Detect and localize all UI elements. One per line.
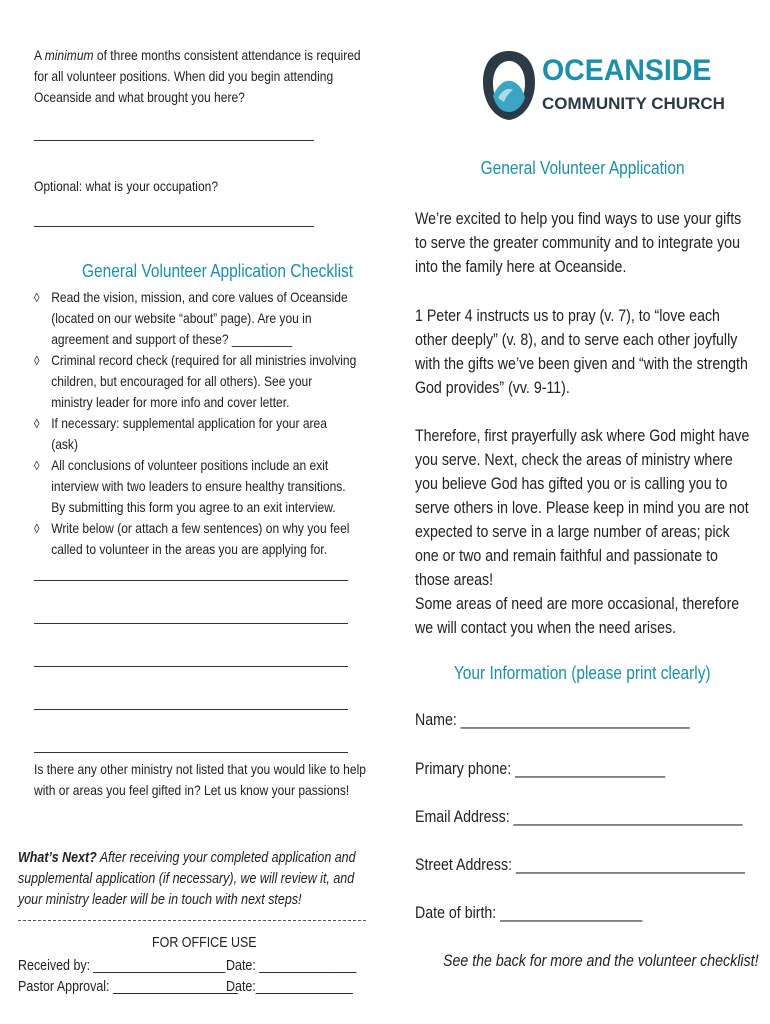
prayer-paragraph: Therefore, first prayerfully ask where God might have you serve. Next, check the areas of ministry where you believe God has gifted you or is calling you to serve others in love. Please keep in mind you are not expected to serve in a large number of areas; pick one or two and remain faithful and passionate to those areas!	[415, 427, 750, 589]
whats-next-text: What’s Next? After receiving your completed application and supplemental application (if necessary), we will review it, and your ministry leader will be in touch with next steps!	[18, 850, 356, 908]
reason-line-3[interactable]	[34, 666, 348, 667]
received-by-field[interactable]: Received by: ___________________	[18, 958, 226, 974]
reason-line-4[interactable]	[34, 709, 348, 710]
whats-next-heading: What’s Next?	[18, 850, 97, 866]
occasional-paragraph: Some areas of need are more occasional, therefore we will contact you when the need arises.	[415, 595, 740, 637]
street-address-field[interactable]: Street Address: _____________________________	[415, 856, 745, 874]
occupation-answer-line[interactable]	[34, 226, 314, 227]
info-title: Your Information (please print clearly)	[454, 663, 711, 683]
office-use-title: FOR OFFICE USE	[152, 935, 257, 951]
app-title-wrap	[415, 158, 750, 179]
logo-subtitle: COMMUNITY CHURCH	[542, 94, 725, 113]
wave-logo-icon	[480, 48, 538, 124]
reason-line-5[interactable]	[34, 752, 348, 753]
intro-paragraph: We’re excited to help you find ways to use your gifts to serve the greater community and to integrate you into the family here at Oceanside.	[415, 210, 742, 276]
received-date-field[interactable]: Date: ______________	[226, 958, 357, 974]
date-of-birth-field[interactable]: Date of birth: __________________	[415, 904, 643, 922]
reason-line-1[interactable]	[34, 580, 348, 581]
minimum-emphasis: minimum	[44, 47, 94, 63]
office-divider	[18, 920, 366, 921]
logo-title: OCEANSIDE	[542, 54, 712, 87]
checklist-item: ◊ If necessary: supplemental application for your area (ask)	[34, 413, 357, 455]
reason-line-2[interactable]	[34, 623, 348, 624]
checklist-item: ◊ All conclusions of volunteer positions include an exit interview with two leaders to ensure healthy transitions. By submitting this form you agree to an exit interview.	[34, 455, 357, 518]
checklist-title: General Volunteer Application Checklist	[82, 261, 354, 281]
church-logo	[480, 48, 750, 123]
attendance-answer-line[interactable]	[34, 140, 314, 141]
other-ministry-text: Is there any other ministry not listed that you would like to help with or areas you feel gifted in? Let us know your passions!	[34, 761, 366, 798]
name-field[interactable]: Name: _____________________________	[415, 711, 690, 729]
approval-date-field[interactable]: Date:______________	[226, 979, 353, 995]
checklist-item: ◊ Write below (or attach a few sentences) on why you feel called to volunteer in the areas you are applying for.	[34, 518, 357, 560]
checklist-item: ◊ Read the vision, mission, and core values of Oceanside (located on our website “about” page). Are you in agreement and support of these? _________	[34, 287, 357, 350]
info-title-wrap	[415, 663, 750, 684]
checklist-item: ◊ Criminal record check (required for all ministries involving children, but encouraged for all others). See your ministry leader for more info and cover letter.	[34, 350, 357, 413]
scripture-paragraph: 1 Peter 4 instructs us to pray (v. 7), to “love each other deeply” (v. 8), and to serve each other joyfully with the gifts we’ve been given and “with the strength God provides” (vv. 9-11).	[415, 307, 748, 397]
intro-text: A minimum of three months consistent attendance is required for all volunteer positions. When did you begin attending Oceanside and what brought you here?	[34, 47, 361, 105]
pastor-approval-field[interactable]: Pastor Approval: __________________	[18, 979, 238, 995]
see-back-note: See the back for more and the volunteer checklist!	[443, 952, 759, 970]
occupation-label: Optional: what is your occupation?	[34, 178, 219, 194]
email-field[interactable]: Email Address: _____________________________	[415, 808, 743, 826]
application-title: General Volunteer Application	[480, 158, 685, 178]
phone-field[interactable]: Primary phone: ___________________	[415, 760, 666, 778]
checklist	[34, 287, 357, 560]
